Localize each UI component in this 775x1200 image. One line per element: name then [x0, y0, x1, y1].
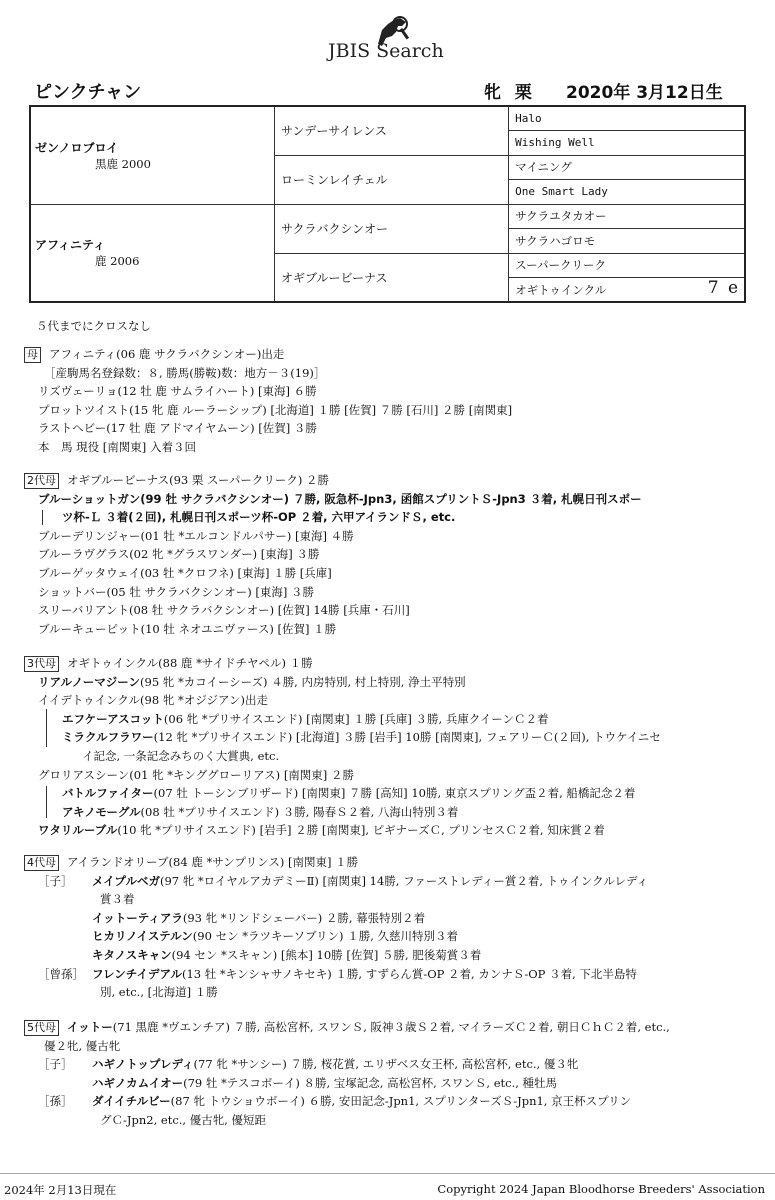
- horse-name: ピンクチャン: [34, 82, 142, 103]
- sibling-line: スリーバリアント(08 牡 サクラバクシンオー) [佐賀] 14勝 [兵庫・石川]: [38, 603, 410, 618]
- g-3: マイニング: [509, 155, 745, 180]
- sire-name: ゼンノロブロイ: [35, 140, 119, 155]
- g-8-cell: [509, 278, 745, 303]
- record-text: (79 牡 *テスコボーイ) ８勝, 宝塚記念, 高松宮杯, スワンＳ, etc., 種牡馬: [183, 1075, 558, 1090]
- sibling-line: ショットバー(05 牡 サクラバクシンオー) [東海] ３勝: [38, 584, 314, 599]
- sibling-line: プロットツイスト(15 牝 鹿 ルーラーシップ) [北海道] １勝 [佐賀] ７勝 [石川] ２勝 [南関東]: [38, 402, 513, 417]
- horse-name-bold: ハギノトップレディ: [92, 1057, 194, 1072]
- record-text: (99 牡 サクラバクシンオー) ７勝, 阪急杯-Jpn3, 函館スプリントＳ-Jpn3 ３着, 札幌日刊スポー: [140, 491, 642, 506]
- section-dam: [24, 345, 754, 457]
- g-1: Halo: [509, 106, 745, 131]
- dam-line: オギブルービーナス(93 栗 スーパークリーク) ２勝: [67, 473, 330, 487]
- section-tag: 4代母: [24, 855, 59, 871]
- horse-name-bold: イットーティアラ: [92, 910, 183, 925]
- footer-divider: [0, 1173, 775, 1174]
- section-2nd-dam: [24, 471, 754, 638]
- jbis-logo[interactable]: [0, 8, 775, 60]
- child-label: ［子］: [38, 1057, 73, 1072]
- record-text: (77 牝 *サンシー) ７勝, 桜花賞, エリザベス女王杯, 高松宮杯, etc., 優３牝: [193, 1057, 579, 1072]
- dam-dam: オギブルービーナス: [274, 253, 508, 302]
- horse-name-bold: フレンチイデアル: [92, 966, 182, 981]
- g-5: サクラユタカオー: [509, 204, 745, 229]
- record-text: (06 牝 *プリサイスエンド) [南関東] １勝 [兵庫] ３勝, 兵庫クイーンＣ２着: [163, 711, 549, 726]
- record-text: (94 セン *スキャン) [熊本] 10勝 [佐賀] ５勝, 肥後菊賞３着: [171, 947, 482, 962]
- sibling-line: ラストヘビー(17 牡 鹿 アドマイヤムーン) [佐賀] ３勝: [38, 421, 317, 436]
- record-text: (71 黒鹿 *ヴエンチア) ７勝, 高松宮杯, スワンＳ, 阪神３歳Ｓ２着, マイラーズＣ２着, 朝日ＣｈＣ２着, etc.,: [112, 1020, 670, 1034]
- sire-sub: 黒鹿 2000: [95, 156, 151, 171]
- record-text: ツ杯-Ｌ ３着(２回), 札幌日刊スポーツ杯-OP ２着, 六甲アイランドＳ, etc.: [62, 510, 456, 525]
- g-2: Wishing Well: [509, 131, 745, 156]
- horse-name-bold: ハギノカムイオー: [92, 1075, 184, 1090]
- dam-sire: サクラバクシンオー: [274, 204, 508, 253]
- g-4: One Smart Lady: [509, 180, 745, 205]
- record-text: 賞３着: [100, 892, 135, 907]
- great-grandchild-label: ［曾孫］: [38, 966, 84, 981]
- horse-name-bold: バトルファイター: [62, 786, 154, 801]
- cross-note: ５代までにクロスなし: [36, 319, 151, 333]
- horse-name-bold: アキノモーグル: [62, 804, 141, 819]
- dam-line: アイランドオリーブ(84 鹿 *サンプリンス) [南関東] １勝: [67, 855, 359, 869]
- record-text: (08 牡 *プリサイスエンド) ３勝, 陽春Ｓ２着, 八海山特別３着: [140, 804, 459, 819]
- inbreed-code: 7 e: [707, 277, 740, 298]
- section-5th-dam: [24, 1018, 754, 1130]
- horse-name-bold: キタノスキャン: [92, 947, 172, 962]
- horse-name-bold: ダイイチルビー: [92, 1094, 171, 1109]
- section-3rd-dam: [24, 654, 754, 840]
- record-text: 別, etc., [北海道] １勝: [100, 985, 218, 1000]
- sibling-line: ブルーゲッタウェイ(03 牡 *クロフネ) [東海] １勝 [兵庫]: [38, 565, 332, 580]
- horse-name-bold: ワタリルーブル: [38, 823, 118, 838]
- record-text: (90 セン *ラツキーソブリン) １勝, 久慈川特別３着: [192, 929, 459, 944]
- dam-name: アフィニティ: [35, 238, 106, 253]
- section-tag: 5代母: [24, 1020, 59, 1036]
- horse-name-bold: ブルーショットガン: [38, 491, 141, 506]
- sibling-line: イイデトゥインクル(98 牝 *オジジアン)出走: [38, 693, 268, 708]
- copyright: Copyright 2024 Japan Bloodhorse Breeders' Association: [437, 1182, 765, 1196]
- logo-text: JBIS Search: [328, 40, 444, 62]
- horse-name-bold: ヒカリノイステルン: [92, 929, 193, 944]
- horse-name-bold: エフケーアスコット: [62, 711, 164, 726]
- sire-sire: サンデーサイレンス: [274, 106, 508, 155]
- record-text: グＣ-Jpn2, etc., 優古牝, 優短距: [100, 1112, 267, 1127]
- horse-name-bold: ミラクルフラワー: [62, 730, 154, 745]
- sibling-line: ブルーラヴグラス(02 牝 *グラスワンダー) [東海] ３勝: [38, 547, 320, 562]
- sex-color: 牝 栗: [484, 83, 536, 103]
- record-text: (10 牝 *プリサイスエンド) [岩手] ２勝 [南関東], ピギナーズＣ, プリンセスＣ２着, 知床賞２着: [117, 823, 605, 838]
- sibling-line: ブルーデリンジャー(01 牡 *エルコンドルパサー) [東海] ４勝: [38, 528, 354, 543]
- section-tag: 2代母: [24, 473, 59, 489]
- offspring-count: ［産駒馬名登録数：８, 勝馬(勝鞍)数：地方－３(19)］: [44, 365, 326, 380]
- sibling-line: ブルーキューピット(10 牡 ネオユニヴァース) [佐賀] １勝: [38, 621, 337, 636]
- record-text: (13 牡 *キンシャサノキセキ) １勝, すずらん賞-OP ２着, カンナＳ-OP ３着, 下北半島特: [182, 966, 637, 981]
- as-of-date: 2024年 2月13日現在: [4, 1183, 117, 1197]
- sibling-line: グロリアスシーン(01 牝 *キンググローリアス) [南関東] ２勝: [38, 767, 354, 782]
- record-text: (95 牝 *カコイーシーズ) ４勝, 内房特別, 村上特別, 浄土平特別: [140, 674, 466, 689]
- record-text: (12 牝 *プリサイスエンド) [北海道] ３勝 [岩手] 10勝 [南関東], フェアリーＣ(２回), トウケイニセ: [153, 730, 661, 745]
- record-text: (07 牡 トーシンブリザード) [南関東] ７勝 [高知] 10勝, 東京スプリング盃２着, 船橋記念２着: [153, 786, 636, 801]
- section-tag: 3代母: [24, 656, 59, 672]
- self-line: 本 馬 現役 [南関東] 入着３回: [38, 439, 196, 454]
- sibling-line: リズヴェーリョ(12 牡 鹿 サムライハート) [東海] ６勝: [38, 384, 317, 399]
- record-text: (87 牝 トウショウボーイ) ６勝, 安田記念-Jpn1, スプリンターズＳ-Jpn1, 京王杯スプリン: [170, 1094, 632, 1109]
- g-7: スーパークリーク: [509, 253, 745, 278]
- sire-dam: ローミンレイチェル: [274, 155, 508, 204]
- horse-name-bold: メイプルベガ: [92, 873, 160, 888]
- section-4th-dam: [24, 853, 754, 1002]
- dam-cell: [30, 204, 274, 302]
- dam-sub: 鹿 2006: [95, 254, 140, 269]
- dam-line: アフィニティ(06 鹿 サクラバクシンオー)出走: [49, 347, 285, 361]
- grandchild-label: ［孫］: [38, 1094, 73, 1109]
- record-text: (97 牝 *ロイヤルアカデミーⅡ) [南関東] 14勝, ファーストレディー賞２着, トゥインクルレディ: [159, 873, 649, 888]
- section-tag: 母: [24, 347, 41, 363]
- g-8: オギトゥインクル: [515, 282, 607, 297]
- horse-name-bold: リアルノーマジーン: [38, 674, 141, 689]
- birth-date: 2020年 3月12日生: [566, 83, 723, 103]
- g-6: サクラハゴロモ: [509, 229, 745, 254]
- horse-header: [24, 76, 754, 104]
- dam-line: オギトゥインクル(88 鹿 *サイドチヤペル) １勝: [67, 656, 313, 670]
- horse-name-bold: イットー: [67, 1020, 113, 1034]
- record-text: 優２牝, 優古牝: [44, 1038, 121, 1053]
- sire-cell: [30, 106, 274, 204]
- pedigree-table: [29, 105, 746, 303]
- record-text: イ記念, 一条記念みちのく大賞典, etc.: [82, 748, 280, 763]
- child-label: ［子］: [38, 873, 73, 888]
- record-text: (93 牝 *リンドシェーバー) ２勝, 幕張特別２着: [182, 910, 426, 925]
